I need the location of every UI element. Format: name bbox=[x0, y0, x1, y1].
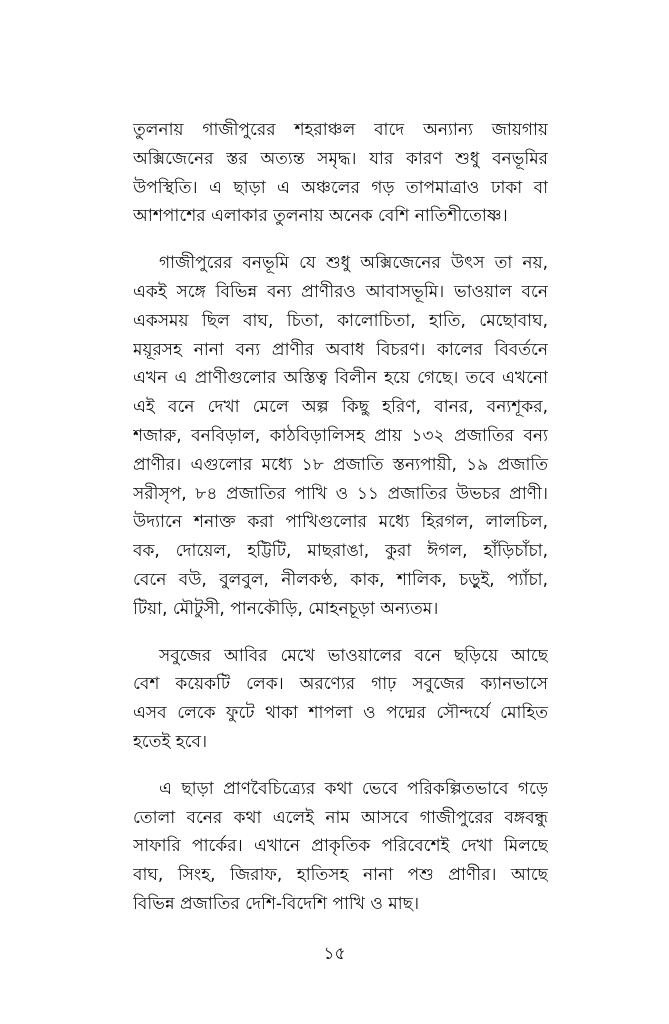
text-line: শজারু, বনবিড়াল, কাঠবিড়ালিসহ প্রায় ১৩২ প্রজাতির বন্য bbox=[133, 425, 548, 446]
paragraph-oxygen-levels bbox=[133, 116, 548, 231]
text-line: সবুজের আবির মেখে ভাওয়ালের বনে ছড়িয়ে আছে bbox=[159, 645, 548, 666]
text-line: আশপাশের এলাকার তুলনায় অনেক বেশি নাতিশীতোষ্ণ। bbox=[133, 206, 508, 227]
text-line: অক্সিজেনের স্তর অত্যন্ত সমৃদ্ধ। যার কারণ শুধু বনভূমির bbox=[133, 148, 548, 169]
text-line: উপস্থিতি। এ ছাড়া এ অঞ্চলের গড় তাপমাত্রাও ঢাকা বা bbox=[133, 177, 548, 198]
text-line: এখন এ প্রাণীগুলোর অস্তিত্ব বিলীন হয়ে গেছে। তবে এখনো bbox=[133, 368, 548, 389]
text-line: এ ছাড়া প্রাণবৈচিত্র্যের কথা ভেবে পরিকল্পিতভাবে গড়ে bbox=[159, 778, 548, 799]
text-line: বেনে বউ, বুলবুল, নীলকণ্ঠ, কাক, শালিক, চড়ুই, প্যাঁচা, bbox=[133, 569, 548, 590]
text-line: বাঘ, সিংহ, জিরাফ, হাতিসহ নানা পশু প্রাণীর। আছে bbox=[133, 865, 548, 886]
text-line: টিয়া, মৌটুসী, পানকৌড়ি, মোহনচূড়া অন্যতম। bbox=[133, 598, 439, 619]
paragraph-wildlife bbox=[133, 249, 548, 623]
text-line: এসব লেকে ফুটে থাকা শাপলা ও পদ্মের সৌন্দর্যে মোহিত bbox=[133, 703, 548, 724]
page-number: ১৫ bbox=[323, 944, 346, 964]
text-line: ময়ূরসহ নানা বন্য প্রাণীর অবাধ বিচরণ। কালের বিবর্তনে bbox=[133, 339, 548, 360]
text-line: বিভিন্ন প্রজাতির দেশি-বিদেশি পাখি ও মাছ। bbox=[133, 893, 420, 914]
text-line: বক, দোয়েল, হট্টিটি, মাছরাঙা, কুরা ঈগল, হাঁড়িচাঁচা, bbox=[133, 541, 548, 562]
text-line: তোলা বনের কথা এলেই নাম আসবে গাজীপুরের বঙ্গবন্ধু bbox=[133, 807, 548, 828]
text-line: এই বনে দেখা মেলে অল্প কিছু হরিণ, বানর, বন্যশূকর, bbox=[133, 397, 548, 418]
text-line: উদ্যানে শনাক্ত করা পাখিগুলোর মধ্যে হিরগল, লালচিল, bbox=[133, 512, 548, 533]
text-line: তুলনায় গাজীপুরের শহরাঞ্চল বাদে অন্যান্য জায়গায় bbox=[133, 120, 548, 140]
text-line: প্রাণীর। এগুলোর মধ্যে ১৮ প্রজাতি স্তন্যপায়ী, ১৯ প্রজাতি bbox=[133, 454, 548, 475]
book-page-body bbox=[133, 116, 548, 937]
paragraph-safari-park bbox=[133, 775, 548, 919]
text-line: একই সঙ্গে বিভিন্ন বন্য প্রাণীরও আবাসভূমি। ভাওয়াল বনে bbox=[133, 281, 548, 302]
paragraph-lakes bbox=[133, 642, 548, 757]
text-line: হতেই হবে। bbox=[133, 731, 208, 752]
text-line: সরীসৃপ, ৮৪ প্রজাতির পাখি ও ১১ প্রজাতির উভচর প্রাণী। bbox=[133, 483, 548, 504]
text-line: বেশ কয়েকটি লেক। অরণ্যের গাঢ় সবুজের ক্যানভাসে bbox=[133, 674, 548, 695]
text-line: গাজীপুরের বনভূমি যে শুধু অক্সিজেনের উৎস তা নয়, bbox=[159, 253, 548, 274]
text-line: সাফারি পার্কের। এখানে প্রাকৃতিক পরিবেশেই দেখা মিলছে bbox=[133, 836, 548, 857]
text-line: একসময় ছিল বাঘ, চিতা, কালোচিতা, হাতি, মেছোবাঘ, bbox=[133, 310, 548, 331]
